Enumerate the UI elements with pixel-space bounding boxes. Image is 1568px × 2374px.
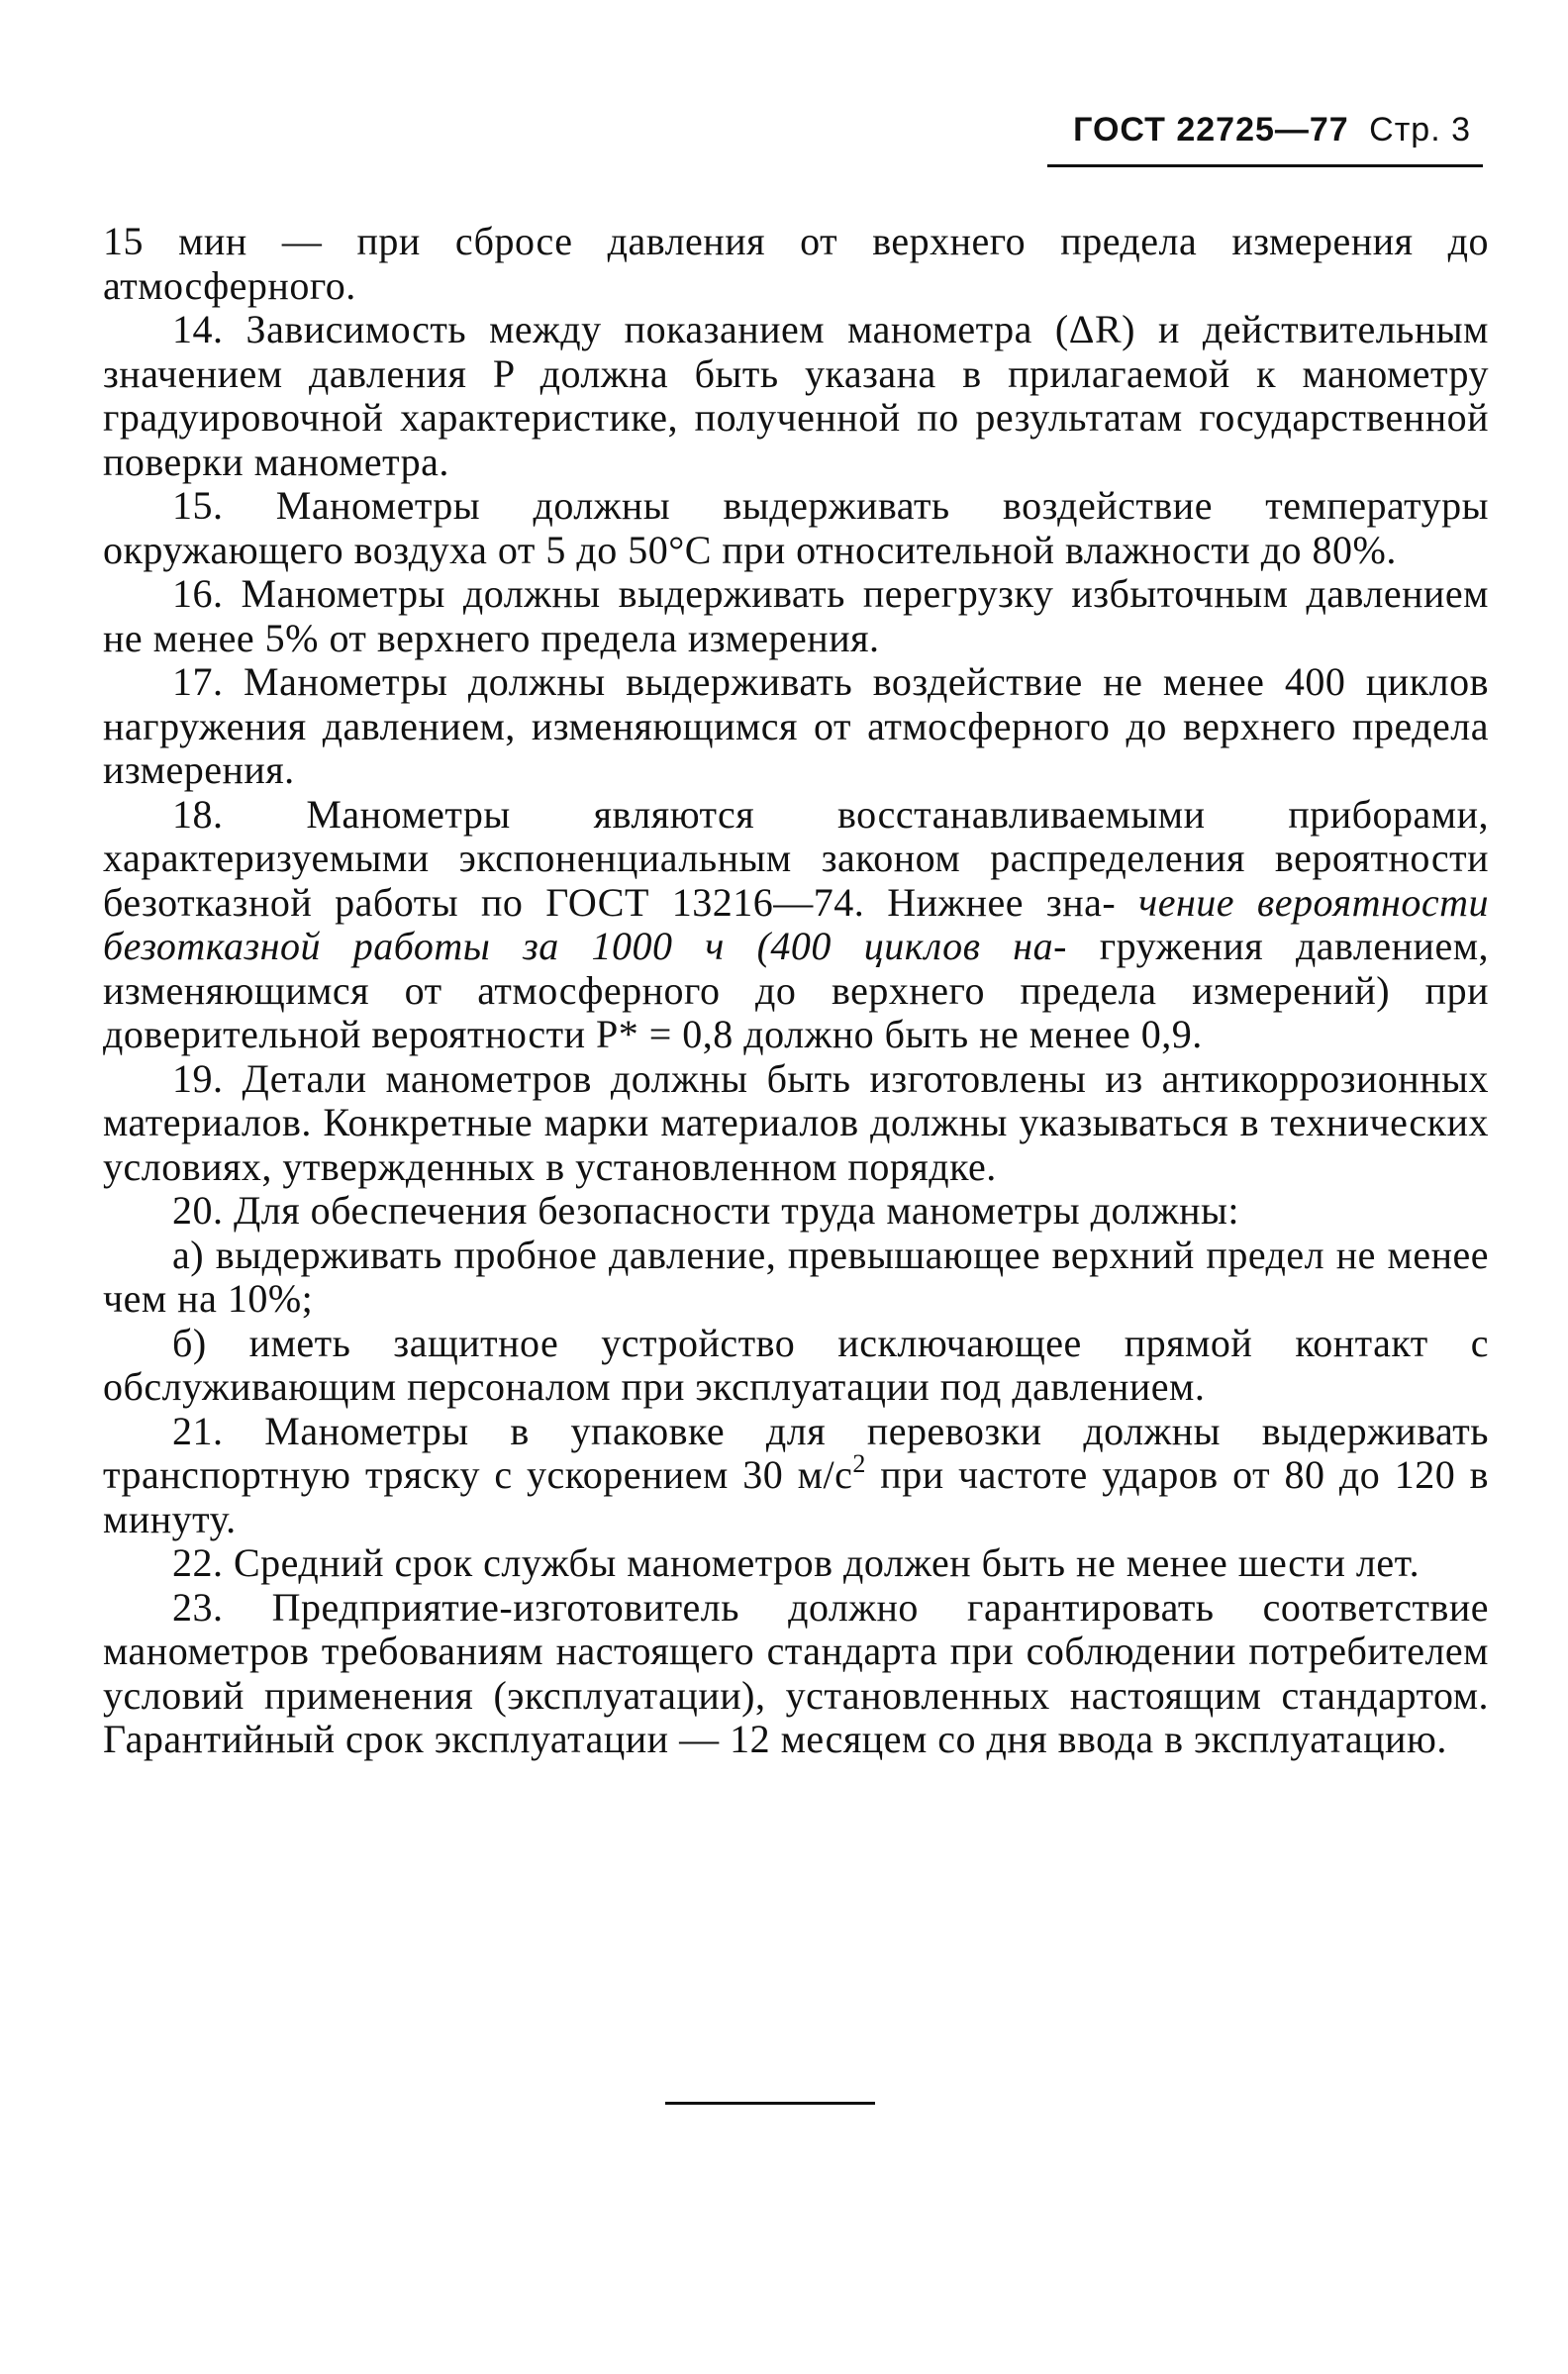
paragraph-15: 15. Манометры должны выдерживать воздействие температуры окружающего воздуха от 5 до 50°C при относительной влажности до 80%. — [103, 483, 1489, 572]
paragraph-21 — [103, 1410, 1489, 1542]
paragraph-20-b: б) иметь защитное устройство исключающее прямой контакт с обслуживающим персоналом при эксплуатации под давлением. — [103, 1320, 1489, 1409]
end-rule — [665, 2102, 875, 2105]
paragraph-18-part-3: гружения давлением, изменяющимся от атмосферного до верхнего предела измерений) при доверительной вероятности P* = 0,8 должно быть не менее 0,9. — [103, 924, 1490, 1056]
standard-number: ГОСТ 22725—77 — [1073, 111, 1349, 148]
page-number: Стр. 3 — [1369, 111, 1471, 148]
header-rule — [1047, 164, 1483, 167]
paragraph-23: 23. Предприятие-изготовитель должно гарантировать соответствие манометров требованиям настоящего стандарта при соблюдении потребителем условий применения (эксплуатации), установленных настоящим стандартом. Гарантийный срок эксплуатации — 12 месяцем со дня ввода в эксплуатацию. — [103, 1584, 1489, 1761]
page-header — [1045, 111, 1471, 149]
paragraph-14: 14. Зависимость между показанием манометра (ΔR) и действительным значением давления P должна быть указана в прилагаемой к манометру градуировочной характеристике, полученной по результатам государственной поверки манометра. — [103, 307, 1489, 484]
paragraph-16: 16. Манометры должны выдерживать перегрузку избыточным давлением не менее 5% от верхнего предела измерения. — [103, 571, 1489, 660]
paragraph-21-part-2: при частоте ударов от 80 до 120 в минуту. — [103, 1452, 1489, 1541]
paragraph-22: 22. Средний срок службы манометров должен быть не менее шести лет. — [172, 1540, 1421, 1585]
paragraph-18-italic: чение вероятности безотказной работы за 1000 ч (400 циклов на- — [103, 879, 1489, 968]
paragraph-19: 19. Детали манометров должны быть изготовлены из антикоррозионных материалов. Конкретные марки материалов должны указываться в технических условиях, утвержденных в установленном порядке. — [103, 1055, 1489, 1189]
paragraph-continuation: 15 мин — при сбросе давления от верхнего предела измерения до атмосферного. — [103, 219, 1489, 308]
paragraph-21-part-1: 21. Манометры в упаковке для перевозки должны выдерживать транспортную тряску с ускорением 30 м/с — [103, 1408, 1489, 1497]
paragraph-20-a: а) выдерживать пробное давление, превышающее верхний предел не менее чем на 10%; — [103, 1232, 1489, 1321]
paragraph-18-part-1: 18. Манометры являются восстанавливаемыми приборами, характеризуемыми экспоненциальным законом распределения вероятности безотказной работы по ГОСТ 13216—74. Нижнее зна- — [103, 791, 1489, 925]
paragraph-17: 17. Манометры должны выдерживать воздействие не менее 400 циклов нагружения давлением, изменяющимся от атмосферного до верхнего предела измерения. — [103, 659, 1489, 792]
document-body — [103, 220, 1489, 1762]
paragraph-20: 20. Для обеспечения безопасности труда манометры должны: — [172, 1188, 1239, 1233]
paragraph-18 — [103, 793, 1489, 1057]
superscript: 2 — [852, 1448, 866, 1478]
